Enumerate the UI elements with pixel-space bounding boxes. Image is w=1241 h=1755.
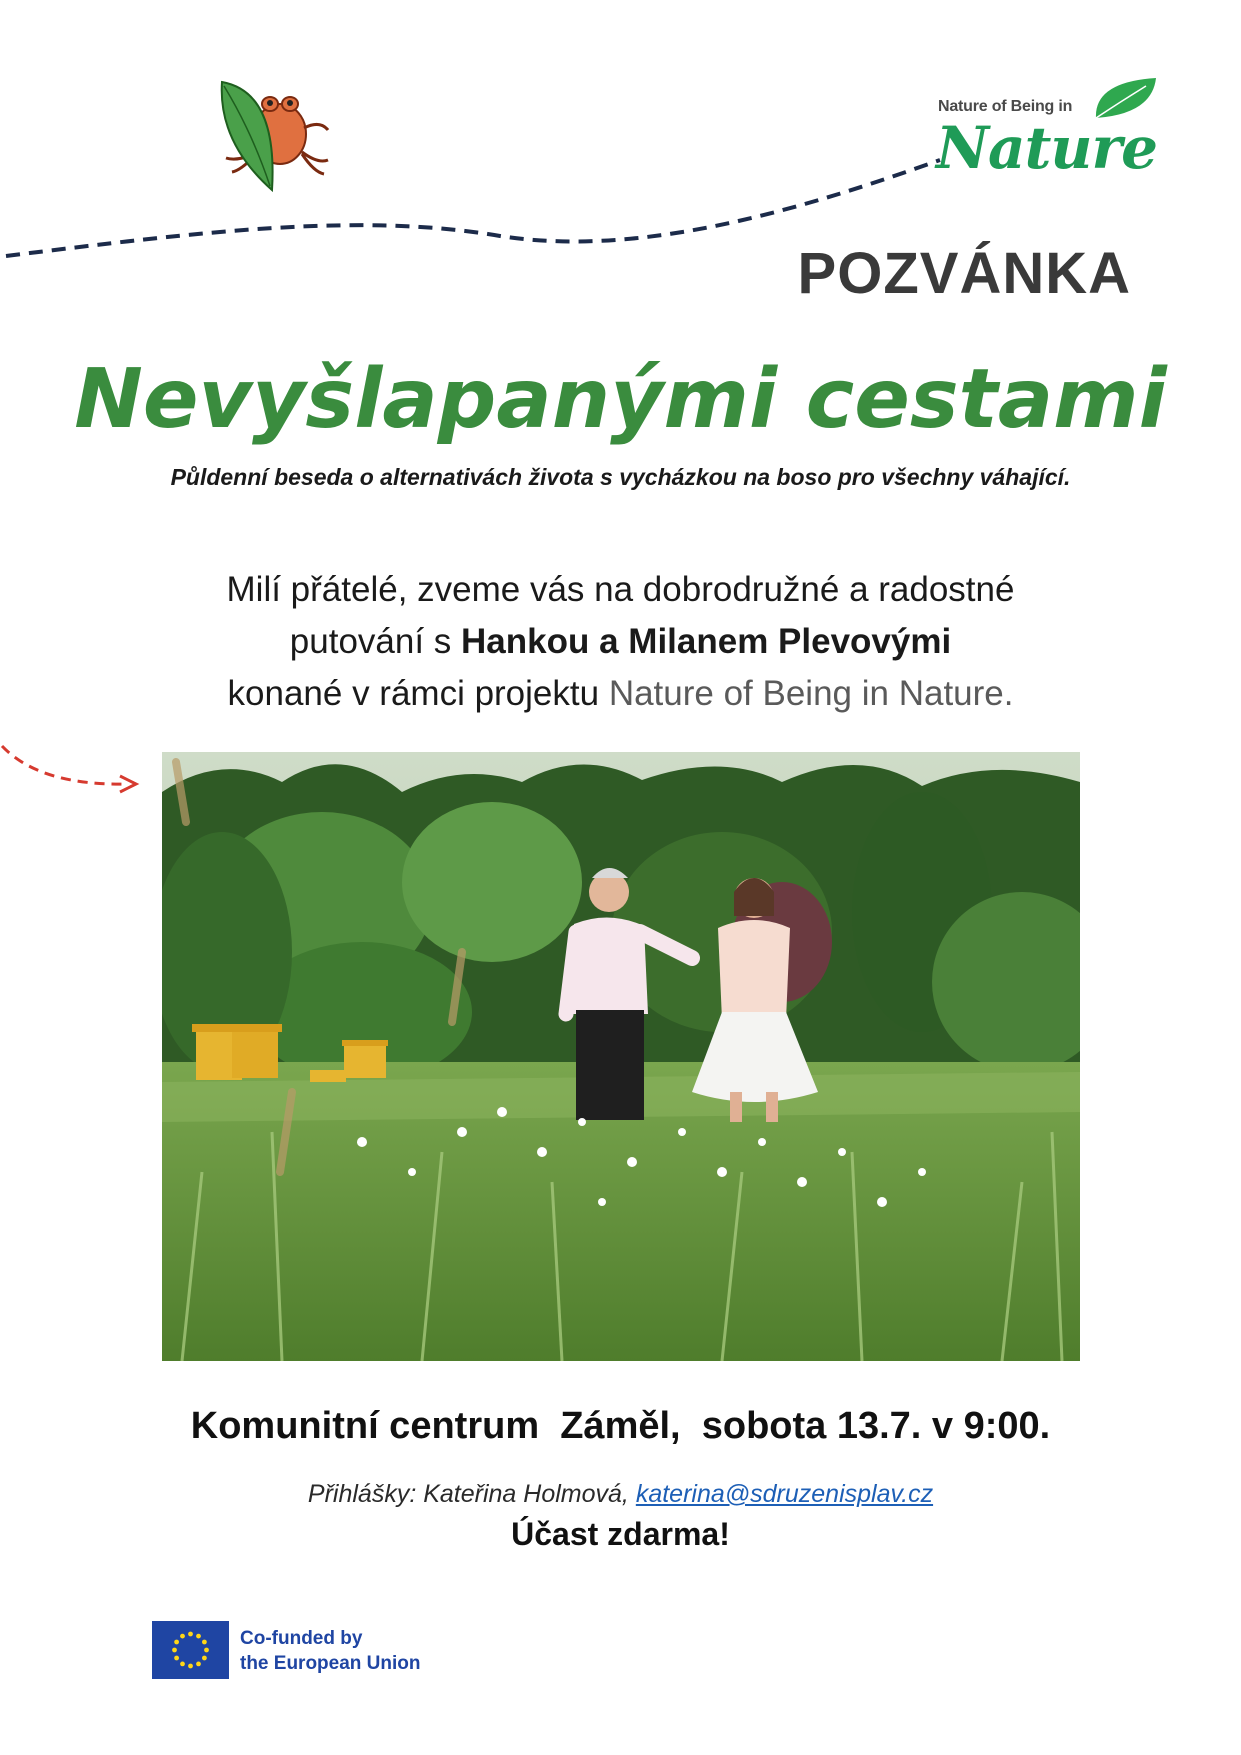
invitation-text: Milí přátelé, zveme vás na dobrodružné a radostné — [226, 570, 1015, 609]
invitation-line-1 — [0, 570, 1241, 610]
registration-email-link[interactable]: katerina@sdruzenisplav.cz — [635, 1480, 934, 1508]
registration-label: Přihlášky: Kateřina Holmová, — [307, 1480, 636, 1508]
eu-flag-icon — [152, 1621, 229, 1679]
nature-logo-big-text: Nature — [936, 114, 1158, 182]
eu-text-line-1: Co-funded by — [240, 1628, 363, 1649]
meadow-couple-photo — [162, 752, 1080, 1361]
eu-stars — [172, 1632, 209, 1669]
eu-text-line-2: the European Union — [240, 1653, 421, 1674]
event-location-time: Komunitní centrum Záměl, sobota 13.7. v 9:00. — [190, 1405, 1051, 1447]
project-name: Nature of Being in Nature. — [608, 674, 1014, 713]
event-title: Nevyšlapanými cestami — [74, 352, 1167, 447]
eu-cofunded-text — [240, 1626, 421, 1676]
nature-logo-small-text: Nature of Being in — [938, 98, 1073, 115]
invitation-text: putování s — [289, 622, 462, 661]
invitation-line-3 — [0, 674, 1241, 714]
registration-info — [0, 1480, 1241, 1509]
red-arrow-icon — [0, 740, 150, 810]
host-names: Hankou a Milanem Plevovými — [461, 622, 952, 661]
invitation-heading: POZVÁNKA — [797, 241, 1131, 306]
invitation-line-2 — [0, 622, 1241, 662]
invitation-text: konané v rámci projektu — [227, 674, 609, 713]
free-admission-note: Účast zdarma! — [511, 1516, 730, 1552]
event-subtitle: Půldenní beseda o alternativách života s vycházkou na boso pro všechny váhající. — [170, 464, 1071, 490]
